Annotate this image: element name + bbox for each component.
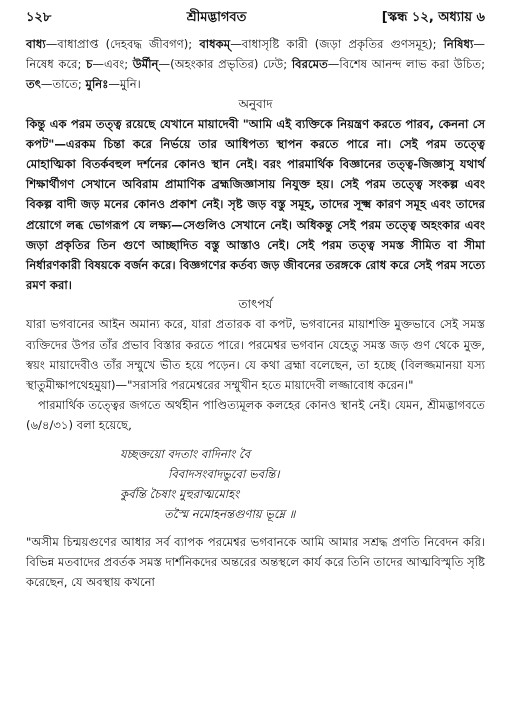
- synonym-meaning: (অহংকার প্রভৃতির) ঢেউ;: [170, 57, 288, 72]
- page-number: ১২৮: [26, 10, 52, 25]
- sanskrit-verse: [26, 444, 485, 524]
- translation-text: কিন্তু এক পরম তত্ত্ব রয়েছে যেখানে মায়াদেবী "আমি এই ব্যক্তিকে নিয়ন্ত্রণ করতে পারব, কেননা সে কপট"—এরকম চিন্তা করে নির্ভয়ে তার আধিপত্য স্থাপন করতে পারে না। সেই পরম তত্ত্বে মোহাত্মিকা বিতর্কবহুল দর্শনের কোনও স্থান নেই। বরং পারমার্থিক বিজ্ঞানের তত্ত্ব-জিজ্ঞাসু যথার্থ শিক্ষার্থীগণ সেখানে অবিরাম প্রামাণিক ব্রহ্মজিজ্ঞাসায় নিযুক্ত হয়। সেই পরম তত্ত্বে সংকল্প এবং বিকল্প বাদী জড় মনের কোনও প্রকাশ নেই। সৃষ্ট জড় বস্তু সমূহ, তাদের সূক্ষ্ম কারণ সমূহ এবং তাদের প্রয়োগে লব্ধ ভোগরূপ যে লক্ষ্য—সেগুলিও সেখানে নেই। অধিকন্তু সেই পরম তত্ত্বে অহংকার এবং জড়া প্রকৃতির তিন গুণে আচ্ছাদিত বস্তু আস্তাও নেই। সেই পরম তত্ত্ব সমস্ত সীমিত বা সীমা নির্ধারণকারী বিষয়কে বর্জন করে। বিজ্ঞগণের কর্তব্য জড় জীবনের তরঙ্গকে রোধ করে সেই পরম সত্যে রমণ করা।: [26, 116, 485, 293]
- book-title: শ্রীমদ্ভাগবত: [186, 10, 247, 25]
- chapter-reference: [স্কন্ধ ১২, অধ্যায় ৬: [381, 10, 485, 25]
- translation-heading: অনুবাদ: [238, 96, 273, 111]
- synonym-meaning: তাতে;: [52, 77, 82, 92]
- synonym-term: নিষিধ্য: [443, 37, 474, 51]
- verse-line: তস্মৈ নমোহনন্তগুণায় ভূম্নে ॥: [164, 506, 296, 521]
- synonym-term: বিরমেত: [291, 57, 328, 72]
- synonym-term: বাধ্য: [26, 37, 46, 51]
- purport-paragraph: পারমার্থিক তত্ত্বের জগতে অর্থহীন পাণ্ডিত্যমূলক কলহের কোনও স্থানই নেই। যেমন, শ্রীমদ্ভাগবতে (৬/৪/৩১) বলা হয়েছে,: [26, 398, 485, 433]
- synonym-term: উর্মীন্: [132, 57, 159, 72]
- synonym-term: তৎ: [26, 77, 41, 92]
- purport-heading: তাৎপর্য: [238, 297, 273, 312]
- synonym-term: বাধকম্: [199, 37, 231, 51]
- verse-line: বিবাদসংবাদভুবো ভবন্তি।: [168, 466, 280, 481]
- synonym-meaning: মুনি।: [119, 77, 141, 92]
- verse-line: কুর্বন্তি চৈষাং মুহুরাত্মমোহং: [120, 486, 240, 501]
- verse-line: যচ্ছক্তয়ো বদতাং বাদিনাং বৈ: [120, 446, 251, 461]
- synonym-meaning: বিশেষ আনন্দ লাভ করা উচিত;: [339, 57, 486, 72]
- synonym-term: চ: [86, 57, 93, 72]
- verse-translation: "অসীম চিন্ময়গুণের আধার সর্ব ব্যাপক পরমেশ্বর ভগবানকে আমি আমার সশ্রদ্ধ প্রণতি নিবেদন করি। বিভিন্ন মতবাদের প্রবর্তক সমস্ত দার্শনিকদের অন্তরের অন্তস্থলে কার্য করে তিনি তাদের আত্মবিস্মৃতি সৃষ্টি করেছেন, যে অবস্থায় কখনো: [26, 534, 485, 590]
- synonym-meaning: নিষেধ করে;: [26, 57, 82, 72]
- synonym-term: মুনিঃ: [85, 77, 109, 92]
- purport-paragraph: যারা ভগবানের আইন অমান্য করে, যারা প্রতারক বা কপট, ভগবানের মায়াশক্তি মুক্তভাবে সেই সমস্ত ব্যক্তিদের উপর তাঁর প্রভাব বিস্তার করতে পারে। পরমেশ্বর ভগবান যেহেতু সমস্ত জড় গুণ থেকে মুক্ত, স্বয়ং মায়াদেবীও তাঁর সম্মুখে ভীত হয়ে পড়েন। যে কথা ব্রহ্মা বলেছেন, তা হচ্ছে (বিলজ্জমানয়া যস্য স্থাতুমীক্ষাপথেহমুয়া)—"সরাসরি পরমেশ্বরের সম্মুখীন হতে মায়াদেবী লজ্জাবোধ করেন।": [26, 317, 485, 393]
- synonym-meaning: বাধাপ্রাপ্ত (দেহবদ্ধ জীবগণ);: [57, 37, 193, 51]
- synonyms-block: বাধ্য—বাধাপ্রাপ্ত (দেহবদ্ধ জীবগণ); বাধকম্—বাধাসৃষ্টি কারী (জড়া প্রকৃতির গুণসমূহ); নিষিধ্য—নিষেধ করে; চ—এবং; উর্মীন্—(অহংকার প্রভৃতির) ঢেউ; বিরমেত—বিশেষ আনন্দ লাভ করা উচিত; তৎ—তাতে; মুনিঃ—মুনি।: [26, 37, 486, 92]
- page-header: [26, 8, 485, 34]
- synonym-meaning: এবং;: [103, 57, 129, 72]
- synonym-meaning: বাধাসৃষ্টি কারী (জড়া প্রকৃতির গুণসমূহ);: [241, 37, 437, 51]
